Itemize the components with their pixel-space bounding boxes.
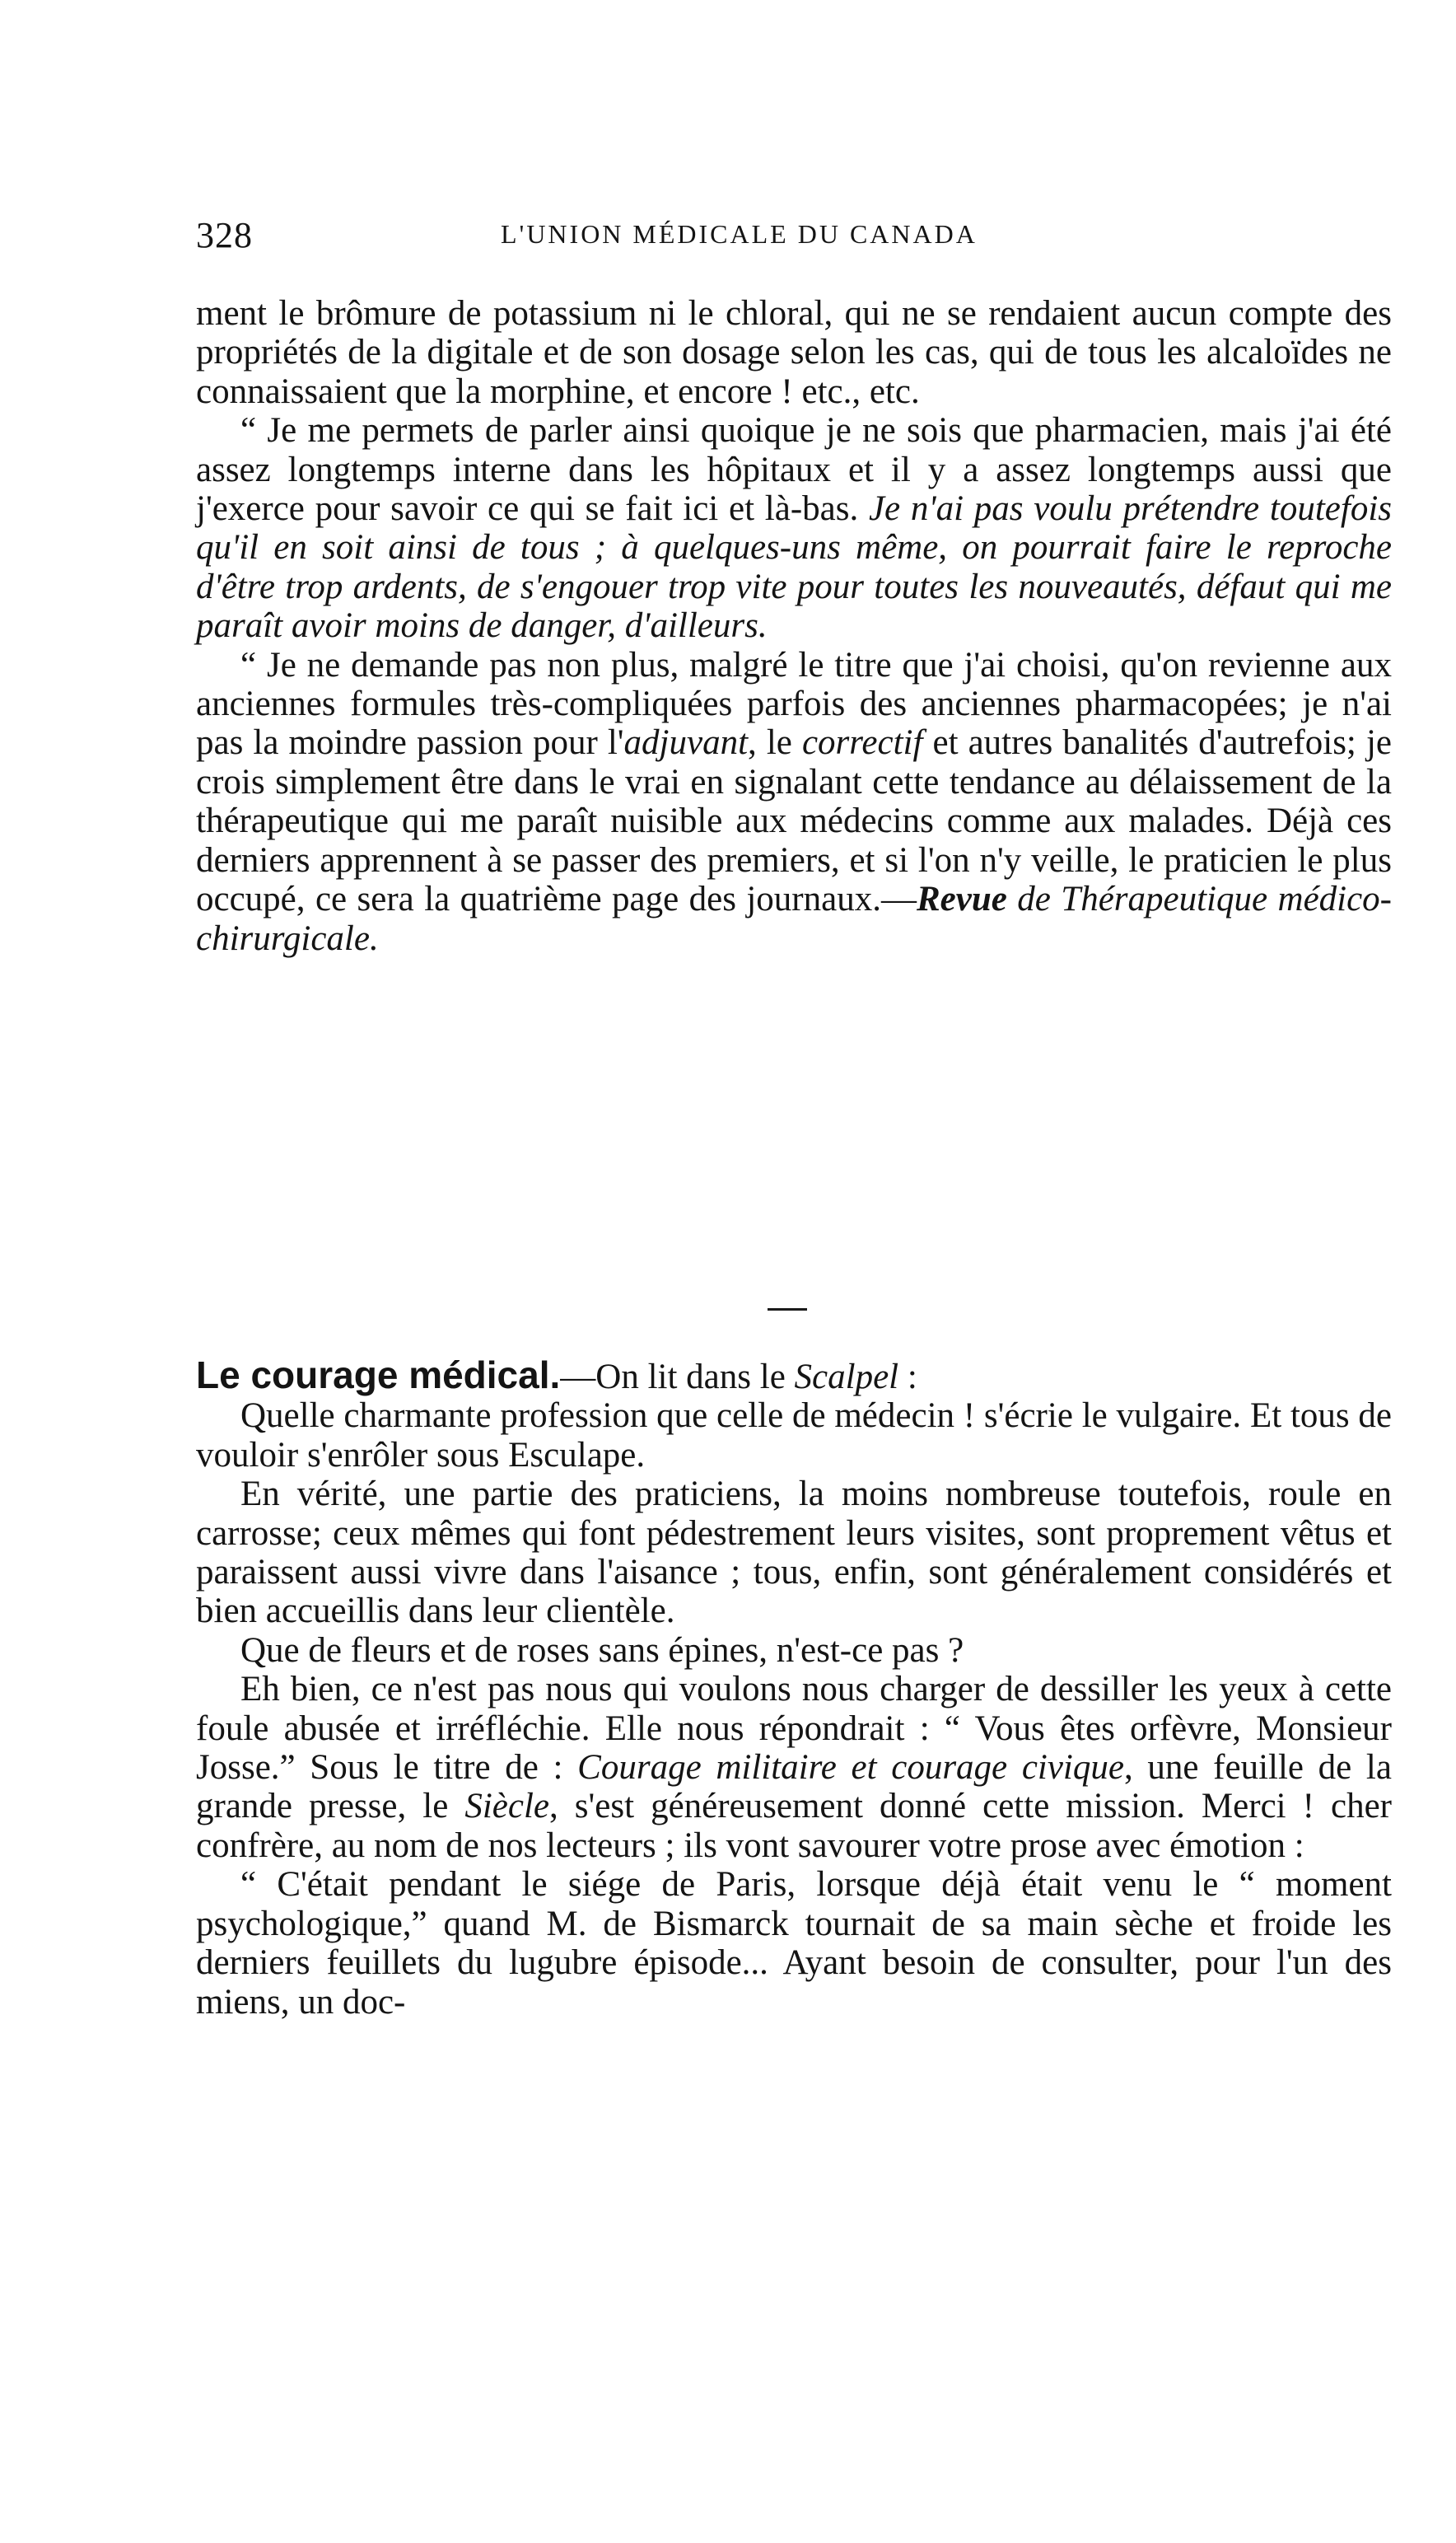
source-citation: de Thérapeutique médico-chirurgicale. [196, 880, 1393, 958]
running-title: L'UNION MÉDICALE DU CANADA [501, 219, 978, 249]
paragraph: “ C'était pendant le siége de Paris, lorsque déjà était venu le “ moment psychologique,” quand M. de Bismarck tournait de sa main sèche et froide les derniers feuillets du lugubre épisode... Ayant besoin de consulter, pour l'un des miens, un doc- [196, 1865, 1392, 2022]
paragraph: ment le brômure de potassium ni le chloral, qui ne se rendaient aucun compte des propriétés de la digitale et de son dosage selon les cas, qui de tous les alcaloïdes ne connaissaient que la morphine, et encore ! etc., etc. [196, 294, 1392, 411]
source-citation: Revue [916, 880, 1007, 919]
page-header [196, 214, 1407, 264]
section-heading: Le courage médical.—On lit dans le Scalpel : [196, 1353, 917, 1396]
paragraph: Quelle charmante profession que celle de médecin ! s'écrie le vulgaire. Et tous de vouloir s'enrôler sous Esculape. [196, 1396, 1392, 1475]
paragraph: En vérité, une partie des praticiens, la moins nombreuse toutefois, roule en carrosse; ceux mêmes qui font pédestrement leurs visites, sont proprement vêtus et paraissent aussi vivre dans l'aisance ; tous, enfin, sont généralement considérés et bien accueillis dans leur clientèle. [196, 1475, 1392, 1631]
source-name: Scalpel [794, 1358, 899, 1396]
paragraph: Eh bien, ce n'est pas nous qui voulons nous charger de dessiller les yeux à cette foule abusée et irréfléchie. Elle nous répondrait : “ Vous êtes orfèvre, Monsieur Josse.” Sous le titre de : Courage militaire et courage civique, une feuille de la grande presse, le Siècle, s'est généreusement donné cette mission. Merci ! cher confrère, au nom de nos lecteurs ; ils vont savourer votre prose avec émotion : [196, 1670, 1392, 1865]
paragraph: “ Je ne demande pas non plus, malgré le titre que j'ai choisi, qu'on revienne aux anciennes formules très-compliquées parfois des anciennes pharmacopées; je n'ai pas la moindre passion pour l'adjuvant, le correctif et autres banalités d'autrefois; je crois simplement être dans le vrai en signalant cette tendance au délaissement de la thérapeutique qui me paraît nuisible aux médecins comme aux malades. Déjà ces derniers apprennent à se passer des premiers, et si l'on n'y veille, le praticien le plus occupé, ce sera la quatrième page des journaux.—Revue de Thérapeutique médico-chirurgicale. [196, 645, 1393, 958]
article-continuation [196, 294, 1392, 958]
paragraph: Que de fleurs et de roses sans épines, n'est-ce pas ? [240, 1630, 964, 1670]
page-number: 328 [196, 215, 253, 255]
article-courage-medical [196, 1353, 1392, 2022]
section-title: Le courage médical. [196, 1353, 561, 1396]
paragraph: “ Je me permets de parler ainsi quoique je ne sois que pharmacien, mais j'ai été assez longtemps interne dans les hôpitaux et il y a assez longtemps aussi que j'exerce pour savoir ce qui se fait ici et là-bas. Je n'ai pas voulu prétendre toutefois qu'il en soit ainsi de tous ; à quelques-uns même, on pourrait faire le reproche d'être trop ardents, de s'engouer trop vite pour toutes les nouveautés, défaut qui me paraît avoir moins de danger, d'ailleurs. [196, 411, 1392, 646]
section-separator [768, 1308, 807, 1311]
